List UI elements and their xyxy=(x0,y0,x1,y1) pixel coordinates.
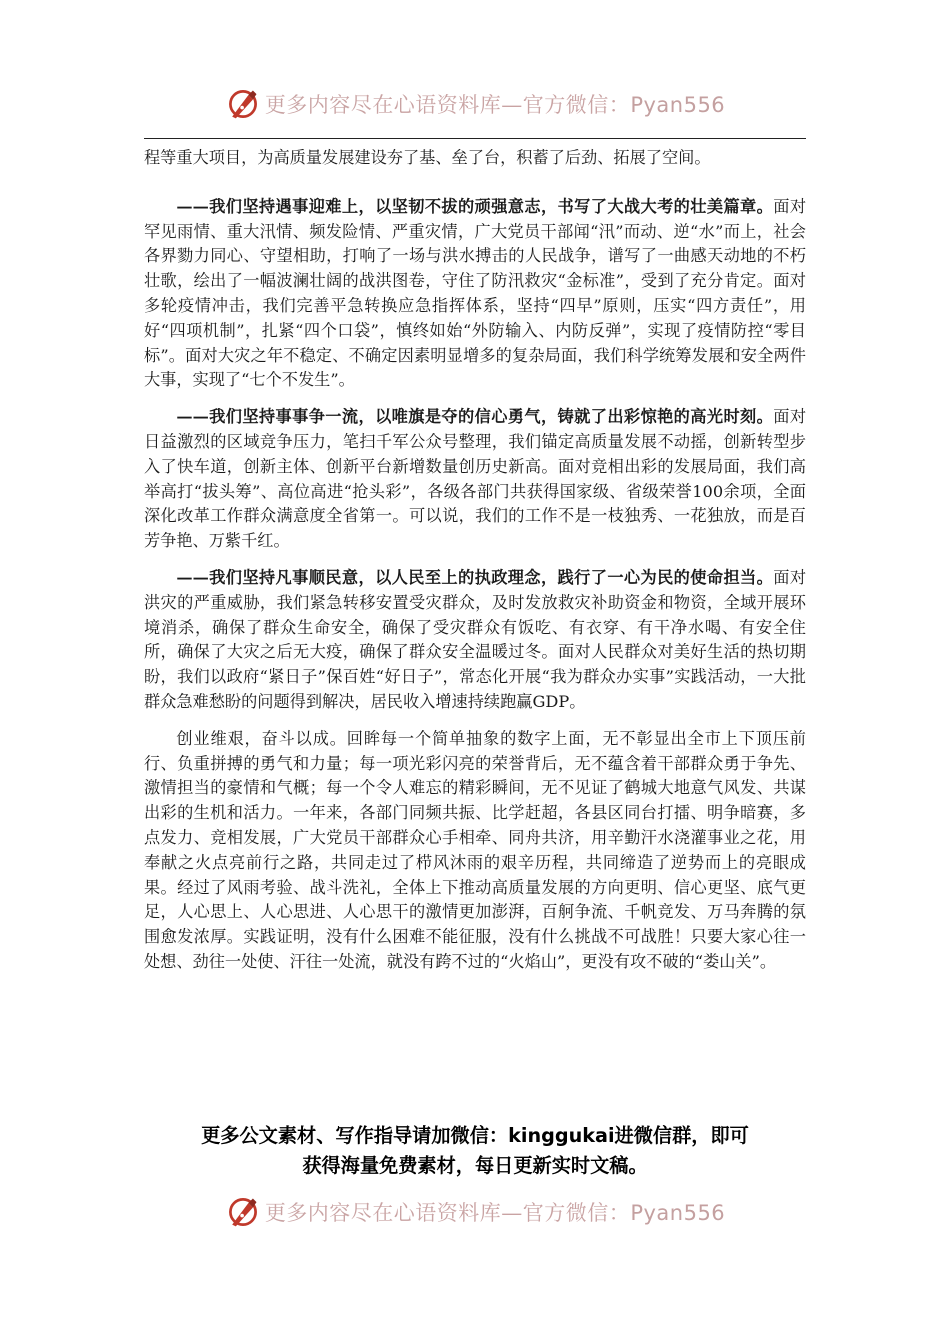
paragraph-3-text: 面对洪灾的严重威胁，我们紧急转移安置受灾群众，及时发放救灾补助资金和物资，全域开展环境消杀，确保了群众生命安全，确保了受灾群众有饭吃、有衣穿、有干净水喝、有安全住所，确保了大灾之后无大疫，确保了群众安全温暖过冬。面对人民群众对美好生活的热切期盼，我们以政府“紧日子”保百姓“好日子”，常态化开展“我为群众办实事”实践活动，一大批群众急难愁盼的问题得到解决，居民收入增速持续跑赢GDP。 xyxy=(144,567,807,711)
footer-banner-account: Pyan556 xyxy=(630,1201,726,1225)
promo-callout xyxy=(144,1121,806,1181)
paragraph-continued: 程等重大项目，为高质量发展建设夯了基、垒了台，积蓄了后劲、拓展了空间。 xyxy=(144,148,711,167)
header-rule xyxy=(144,138,806,139)
header-banner-account: Pyan556 xyxy=(630,93,726,117)
header-banner xyxy=(0,84,950,124)
paragraph-4: 创业维艰，奋斗以成。回眸每一个简单抽象的数字上面，无不彰显出全市上下顶压前行、负重拼搏的勇气和力量；每一项光彩闪亮的荣誉背后，无不蕴含着干部群众勇于争先、激情担当的豪情和气概；每一个令人难忘的精彩瞬间，无不见证了鹤城大地意气风发、共谋出彩的生机和活力。一年来，各部门同频共振、比学赶超，各县区同台打擂、明争暗赛，多点发力、竞相发展，广大党员干部群众心手相牵、同舟共济，用辛勤汗水浇灌事业之花，用奉献之火点亮前行之路，共同走过了栉风沐雨的艰辛历程，共同缔造了逆势而上的亮眼成果。经过了风雨考验、战斗洗礼，全体上下推动高质量发展的方向更明、信心更坚、底气更足，人心思上、人心思进、人心思干的激情更加澎湃，百舸争流、千帆竞发、万马奔腾的氛围愈发浓厚。实践证明，没有什么困难不能征服，没有什么挑战不可战胜！只要大家心往一处想、劲往一处使、汗往一处流，就没有跨不过的“火焰山”，更没有攻不破的“娄山关”。 xyxy=(144,728,806,971)
paragraph-1-text: 面对罕见雨情、重大汛情、频发险情、严重灾情，广大党员干部闻“汛”而动、逆“水”而上，社会各界勠力同心、守望相助，打响了一场与洪水搏击的人民战争，谱写了一曲感天动地的不朽壮歌，绘出了一幅波澜壮阔的战洪图卷，守住了防汛救灾“金标准”，受到了充分肯定。面对多轮疫情冲击，我们完善平急转换应急指挥体系，坚持“四早”原则，压实“四方责任”，用好“四项机制”，扎紧“四个口袋”，慎终如始“外防输入、内防反弹”，实现了疫情防控“零目标”。面对大灾之年不稳定、不确定因素明显增多的复杂局面，我们科学统筹发展和安全两件大事，实现了“七个不发生”。 xyxy=(144,196,807,390)
paragraph-3-lead: ——我们坚持凡事顺民意，以人民至上的执政理念，践行了一心为民的使命担当。 xyxy=(176,567,774,587)
paragraph-1-lead: ——我们坚持遇事迎难上，以坚韧不拔的顽强意志，书写了大战大考的壮美篇章。 xyxy=(176,196,774,216)
paragraph-2-lead: ——我们坚持事事争一流，以唯旗是夺的信心勇气，铸就了出彩惊艳的高光时刻。 xyxy=(176,407,774,427)
paragraph-1 xyxy=(144,195,806,393)
promo-line-2: 获得海量免费素材，每日更新实时文稿。 xyxy=(302,1154,648,1177)
pen-nib-logo-icon xyxy=(225,86,261,122)
paragraph-2-text: 面对日益激烈的区域竞争压力，笔扫千军公众号整理，我们锚定高质量发展不动摇，创新转型步入了快车道，创新主体、创新平台新增数量创历史新高。面对竞相出彩的发展局面，我们高举高打“拔头筹”、高位高进“抢头彩”，各级各部门共获得国家级、省级荣誉100余项，全面深化改革工作群众满意度全省第一。可以说，我们的工作不是一枝独秀、一花独放，而是百芳争艳、万紫千红。 xyxy=(144,407,807,551)
footer-banner-text: 更多内容尽在心语资料库—官方微信：Pyan556 xyxy=(264,1201,726,1225)
pen-nib-logo-icon xyxy=(225,1194,261,1230)
paragraph-3 xyxy=(144,566,806,715)
document-body xyxy=(144,146,806,975)
header-banner-text: 更多内容尽在心语资料库—官方微信：Pyan556 xyxy=(264,93,726,117)
footer-banner xyxy=(0,1192,950,1232)
promo-line-1: 更多公文素材、写作指导请加微信：kinggukai进微信群，即可 xyxy=(201,1124,749,1147)
paragraph-2 xyxy=(144,405,806,554)
